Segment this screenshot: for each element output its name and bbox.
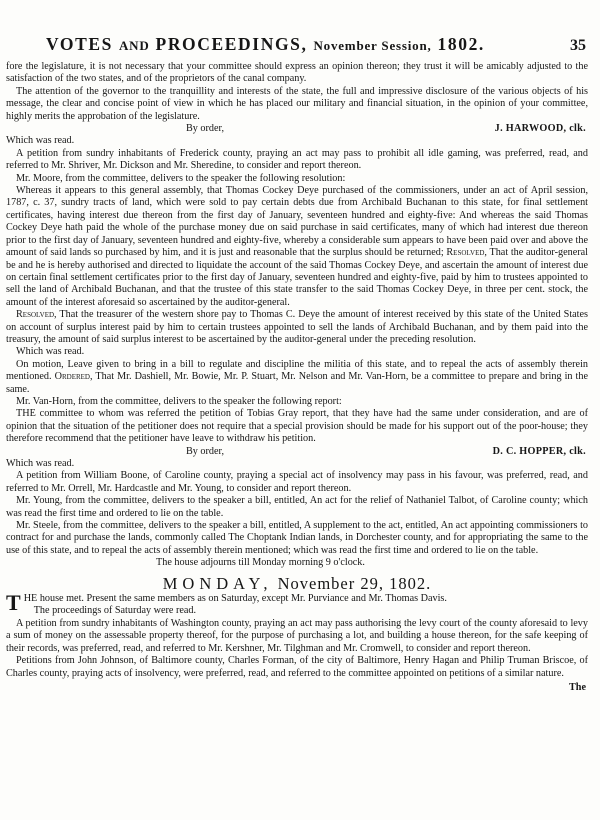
by-order-label: By order, — [186, 123, 225, 135]
signature-block — [6, 123, 588, 135]
drop-cap: T — [6, 590, 21, 616]
paragraph: Mr. Moore, from the committee, delivers to the speaker the following resolution: — [16, 172, 346, 184]
paragraph: Which was read. — [6, 458, 75, 469]
paragraph — [6, 309, 588, 346]
clerk-signature: J. HARWOOD, clk. — [494, 123, 586, 135]
paragraph: Mr. Van-Horn, from the committee, delivers to the speaker the following report: — [16, 395, 342, 407]
day-name: MONDAY, — [162, 573, 273, 593]
running-title: VOTES AND PROCEEDINGS, November Session, 1802. — [46, 34, 485, 54]
paragraph: Which was read. — [16, 346, 85, 358]
paragraph: Petitions from John Johnson, of Baltimore county, Charles Forman, of the city of Baltimore, Henry Hagan and Philip Truman Briscoe, of Charles county, praying acts of insolvency, were preferred, read, and referred to the committee appointed on petitions of a similar nature. — [6, 655, 588, 679]
resolved-label: Resolved, — [16, 309, 57, 321]
page-number: 35 — [570, 37, 586, 54]
adjournment-note: The house adjourns till Monday morning 9 o'clock. — [156, 557, 365, 569]
signature-block — [6, 446, 588, 458]
page-header — [6, 0, 588, 56]
paragraph: Mr. Steele, from the committee, delivers to the speaker a bill, entitled, A supplement to the act, entitled, An act appointing commissioners to contract for and purchase the lands, commonly called The Choptank Indian lands, in Dorchester county, and for appropriating the same to the use of this state, and to repeal the acts of assembly therein mentioned; which was read the first time and ordered to lie on the table. — [6, 520, 588, 556]
paragraph: The attention of the governor to the tranquillity and interests of the state, the full and impressive disclosure of the various objects of his message, the clear and concise point of view in which he has placed our military and financial situation, in the opinion of your committee, highly merits the approbation of the legislature. — [6, 85, 588, 122]
paragraph: On motion, Leave given to bring in a bill to regulate and discipline the militia of this state, and to repeal the acts of assembly therein mentioned. Ordered, That Mr. Dashiell, Mr. Bowie, Mr. P. Stuart, Mr. Nelson and Mr. Van-Horn, be a committee to prepare and bring in the same. — [6, 358, 588, 395]
paragraph: fore the legislature, it is not necessary that your committee should express an opinion thereon; they trust it will be amicably adjusted to the satisfaction of the two states, and of the proprietors of the canal company. — [6, 61, 588, 85]
resolved-label: Resolved, — [446, 247, 487, 259]
document-body — [6, 56, 588, 694]
paragraph: T HE house met. Present the same members as on Saturday, except Mr. Purviance and Mr. Thomas Davis. — [6, 590, 447, 616]
clerk-signature: D. C. HOPPER, clk. — [492, 445, 586, 457]
day-date: November 29, 1802. — [277, 573, 432, 593]
paragraph: A petition from sundry inhabitants of Frederick county, praying an act may pass to prohibit all idle gaming, was preferred, read, and referred to Mr. Shriver, Mr. Dickson and Mr. Sheredine, to consider and report thereon. — [6, 147, 588, 172]
paragraph: Mr. Young, from the committee, delivers to the speaker a bill, entitled, An act for the relief of Nathaniel Talbot, of Caroline county; which was read the first time and ordered to lie on the table. — [6, 495, 588, 519]
day-heading — [6, 573, 588, 593]
paragraph: A petition from William Boone, of Caroline county, praying a special act of insolvency may pass in his favour, was preferred, read, and referred to Mr. Orrell, Mr. Hardcastle and Mr. Young, to consider and report thereon. — [6, 470, 588, 494]
resolution-text: That the treasurer of the western shore pay to Thomas C. Deye the amount of interest received by this state of the United States on account of surplus interest paid by him to certain trustees appointed to sell the lands of Archibald Buchanan, and by them paid into the treasury, the amount of said surplus interest to be ascertained by the auditor-general under the preceding resolution. — [6, 309, 588, 345]
resolution-text: That the auditor-general be and he is hereby authorised and directed to liquidate the account of the said Thomas Cockey Deye, and ascertain the amount of interest due on certain final settlement certificates prior to the first day of January, seventeen hundred and eighty-five, paid by him to trustees appointed to sell the land of Archibald Buchanan, and that the trustee of this state transfer to the said Thomas Cockey Deye, in three per cent. stock, the amount of the interest aforesaid so ascertained by the auditor-general. — [6, 247, 588, 308]
whereas-text: Whereas it appears to this general assembly, that Thomas Cockey Deye purchased of the commissioners, under an act of April session, 1787, c. 37, sundry tracts of land, which were sold to pay certain debts due from Archibald Buchanan to this state, for final settlement certificates, having interest due thereon from the first day of January, seventeen hundred and eighty-five: And whereas the said Thomas Cockey Deye hath paid the whole of the purchase money due on said purchase in said certificates, many of which had interest due thereon prior to the first day of January, seventeen hundred and eighty-five, whereby a considerable sum appears to have been paid over and above the amount of said lands so purchased by him, and it is just and reasonable that the surplus should be returned; — [6, 185, 588, 259]
by-order-label: By order, — [186, 445, 225, 457]
paragraph: The proceedings of Saturday were read. — [33, 605, 197, 617]
paragraph: A petition from sundry inhabitants of Washington county, praying an act may pass authorising the levy court of the county aforesaid to levy a sum of money on the assessable property thereof, for the purpose of purchasing a lot, and building a house thereon, for the safe keeping of their records, was preferred, read, and referred to Mr. Kershner, Mr. Tilghman and Mr. Cromwell, to consider and report thereon. — [6, 617, 588, 654]
paragraph: THE committee to whom was referred the petition of Tobias Gray report, that they have had the same under consideration, and are of opinion that the situation of the petitioner does not require that a special provision should be made for his support out of the poor-house; they therefore recommend that the petitioner have leave to withdraw his petition. — [6, 408, 588, 445]
paragraph — [6, 185, 588, 309]
catchword: The — [569, 681, 586, 693]
ordered-label: Ordered, — [54, 371, 93, 383]
paragraph: Which was read. — [6, 135, 75, 147]
